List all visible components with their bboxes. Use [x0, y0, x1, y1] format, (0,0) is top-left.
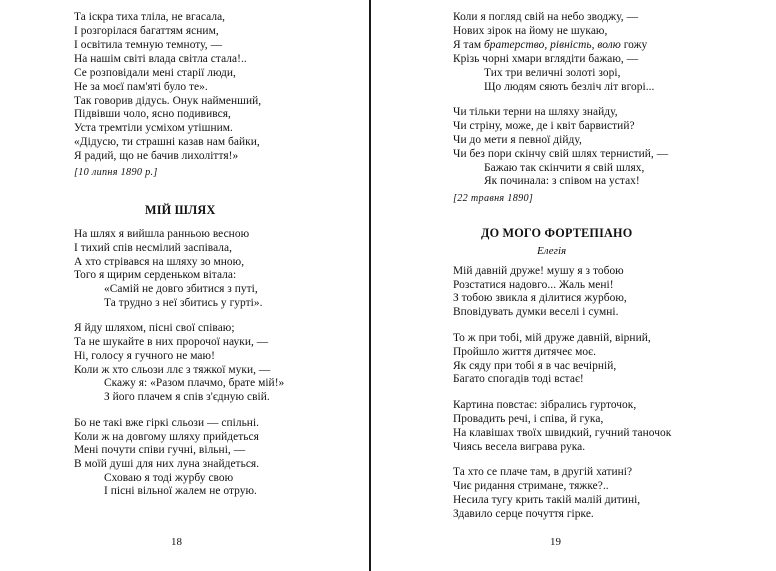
- verse-text: Я там: [453, 39, 484, 51]
- verse-line: Підвівши чоло, ясно подивився,: [74, 108, 231, 120]
- verse-line: Чи тільки терни на шляху знайду,: [453, 106, 618, 118]
- verse-line: Коли ж на довгому шляху прийдеться: [74, 431, 259, 443]
- verse-line: Пройшло життя дитячеє моє.: [453, 346, 596, 358]
- verse-line: «Дідусю, ти страшні казав нам байки,: [74, 136, 260, 148]
- verse-line: Коли я погляд свій на небо зводжу, —: [453, 11, 639, 23]
- verse-line: Та іскра тиха тліла, не вгасала,: [74, 11, 226, 23]
- verse-line: Чиє ридання стримане, тяжке?..: [453, 480, 609, 492]
- verse-line: Нових зірок на йому не шукаю,: [453, 25, 608, 37]
- left-page: [0, 0, 370, 571]
- emphasized-words: братерство, рівність, волю: [483, 39, 621, 51]
- verse-line: Вповідувать думки веселі і сумні.: [453, 306, 619, 318]
- verse-line: Як сяду при тобі я в час вечірній,: [453, 360, 617, 372]
- verse-line: Уста тремтіли усміхом утішним.: [74, 122, 233, 134]
- poem-title: ДО МОГО ФОРТЕПІАНО: [481, 226, 633, 240]
- verse-line: Так говорив дідусь. Онук найменший,: [74, 95, 262, 107]
- verse-line: Я радий, що не бачив лихоліття!»: [74, 150, 239, 162]
- verse-line-indented: Тих три величні золоті зорі,: [484, 67, 621, 79]
- verse-line-indented: З його плачем я спів з'єдную свій.: [104, 391, 270, 403]
- verse-line: Крізь чорні хмари вглядіти бажаю, —: [453, 53, 639, 65]
- verse-line-indented: І пісні вільної жалем не отрую.: [104, 485, 257, 497]
- verse-line: На клавішах твоїх швидкий, гучний таночок: [453, 427, 672, 439]
- verse-line: А хто стрівався на шляху зо мною,: [74, 256, 245, 268]
- verse-line: Коли ж хто сльози ллє з тяжкої муки, —: [74, 364, 271, 376]
- verse-line: Мені почути співи гучні, вільні, —: [74, 444, 246, 456]
- page-number: 18: [171, 536, 182, 548]
- verse-line: Чи без пори скінчу свій шлях тернистий, —: [453, 148, 669, 160]
- verse-line-indented: Та трудно з неї збитись у гурті».: [104, 297, 263, 309]
- verse-line: Бо не такі вже гіркі сльози — спільні.: [74, 417, 260, 429]
- verse-text: гожу: [620, 39, 648, 51]
- poem-subtitle: Елегія: [537, 245, 567, 257]
- verse-line: Чиясь весела виграва рука.: [453, 441, 586, 453]
- verse-line: Чи стріну, може, де і квіт барвистий?: [453, 120, 635, 132]
- verse-line: В моїй душі для них луна знайдеться.: [74, 458, 260, 470]
- verse-line: З тобою звикла я ділитися журбою,: [453, 292, 627, 304]
- verse-line-indented: Що людям сяють безліч літ вгорі...: [484, 81, 655, 93]
- verse-line-indented: Сховаю я тоді журбу свою: [104, 472, 234, 484]
- verse-line-indented: Бажаю так скінчити я свій шлях,: [484, 162, 645, 174]
- verse-line: На нашім світі влада світла стала!..: [74, 53, 247, 65]
- verse-line: Та не шукайте в них пророчої науки, —: [74, 336, 269, 348]
- verse-line: Ні, голосу я гучного не маю!: [74, 350, 215, 362]
- verse-line: Не за моєї пам'яті було те».: [74, 81, 208, 93]
- verse-line: Я йду шляхом, пісні свої співаю;: [74, 322, 235, 334]
- verse-line: І освітила темную темноту, —: [74, 39, 223, 51]
- page-number: 19: [550, 536, 561, 548]
- poem-date: [10 липня 1890 р.]: [74, 167, 158, 178]
- verse-line: Багато спогадів тоді встає!: [453, 373, 584, 385]
- verse-line: Та хто се плаче там, в другій хатині?: [453, 466, 633, 478]
- verse-line: Несила тугу крить такій малій дитині,: [453, 494, 641, 506]
- verse-line: Провадить речі, і співа, й гука,: [453, 413, 604, 425]
- verse-line-indented: «Самій не довго збитися з путі,: [104, 283, 258, 295]
- verse-line: На шлях я вийшла ранньою весною: [74, 228, 250, 240]
- right-page: [371, 0, 776, 571]
- verse-line: Здавило серце почуття гірке.: [453, 508, 594, 520]
- verse-line: Се розповідали мені старії люди,: [74, 67, 236, 79]
- verse-line-indented: Як починала: з співом на устах!: [484, 175, 640, 187]
- verse-line: І розгорілася багаттям ясним,: [74, 25, 219, 37]
- verse-line: Чи до мети я певної дійду,: [453, 134, 582, 146]
- poem-date: [22 травня 1890]: [453, 193, 534, 204]
- poem-title: МІЙ ШЛЯХ: [145, 203, 216, 217]
- verse-line: Того я щирим серденьком вітала:: [74, 269, 237, 281]
- verse-line: Картина повстає: зібрались гурточок,: [453, 399, 637, 411]
- verse-line-indented: Скажу я: «Разом плачмо, брате мій!»: [104, 377, 285, 389]
- verse-line: Мій давній друже! мушу я з тобою: [453, 265, 624, 277]
- verse-line-with-emphasis: [453, 39, 647, 53]
- verse-line: І тихий спів несмілий заспівала,: [74, 242, 233, 254]
- verse-line: То ж при тобі, мій друже давній, вірний,: [453, 332, 651, 344]
- verse-line: Розстатися надовго... Жаль мені!: [453, 279, 614, 291]
